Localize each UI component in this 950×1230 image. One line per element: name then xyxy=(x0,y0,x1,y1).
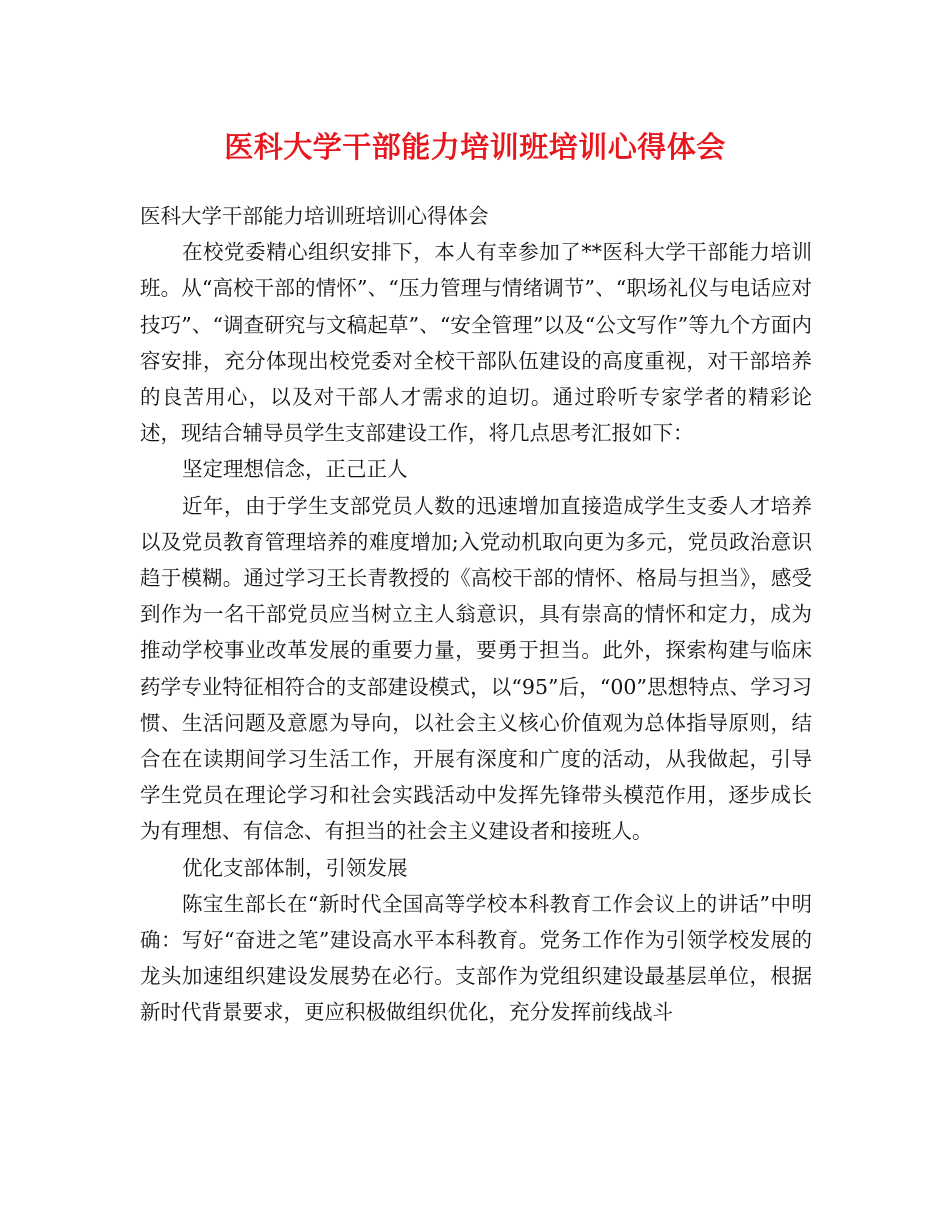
paragraph-branch-system: 陈宝生部长在“新时代全国高等学校本科教育工作会议上的讲话”中明确：写好“奋进之笔”建设高水平本科教育。党务工作作为引领学校发展的龙头加速组织建设发展势在必行。支部作为党组织建设最基层单位，根据新时代背景要求，更应积极做组织优化，充分发挥前线战斗 xyxy=(140,891,812,1025)
document-title: 医科大学干部能力培训班培训心得体会 xyxy=(224,130,726,164)
document-body xyxy=(140,198,812,1031)
paragraph-intro: 在校党委精心组织安排下，本人有幸参加了**医科大学干部能力培训班。从“高校干部的情怀”、“压力管理与情绪调节”、“职场礼仪与电话应对技巧”、“调查研究与文稿起草”、“安全管理”以及“公文写作”等九个方面内容安排，充分体现出校党委对全校干部队伍建设的高度重视，对干部培养的良苦用心，以及对干部人才需求的迫切。通过聆听专家学者的精彩论述，现结合辅导员学生支部建设工作，将几点思考汇报如下： xyxy=(140,240,812,446)
section-heading-ideals: 坚定理想信念，正己正人 xyxy=(182,457,408,482)
body-heading-line: 医科大学干部能力培训班培训心得体会 xyxy=(140,204,489,228)
section-heading-branch-system: 优化支部体制，引领发展 xyxy=(182,855,408,880)
paragraph-ideals: 近年，由于学生支部党员人数的迅速增加直接造成学生支委人才培养以及党员教育管理培养的难度增加;入党动机取向更为多元，党员政治意识趋于模糊。通过学习王长青教授的《高校干部的情怀、格局与担当》，感受到作为一名干部党员应当树立主人翁意识，具有崇高的情怀和定力，成为推动学校事业改革发展的重要力量，要勇于担当。此外，探索构建与临床药学专业特征相符合的支部建设模式，以“95”后，“00”思想特点、学习习惯、生活问题及意愿为导向，以社会主义核心价值观为总体指导原则，结合在在读期间学习生活工作，开展有深度和广度的活动，从我做起，引导学生党员在理论学习和社会实践活动中发挥先锋带头模范作用，逐步成长为有理想、有信念、有担当的社会主义建设者和接班人。 xyxy=(140,493,812,844)
